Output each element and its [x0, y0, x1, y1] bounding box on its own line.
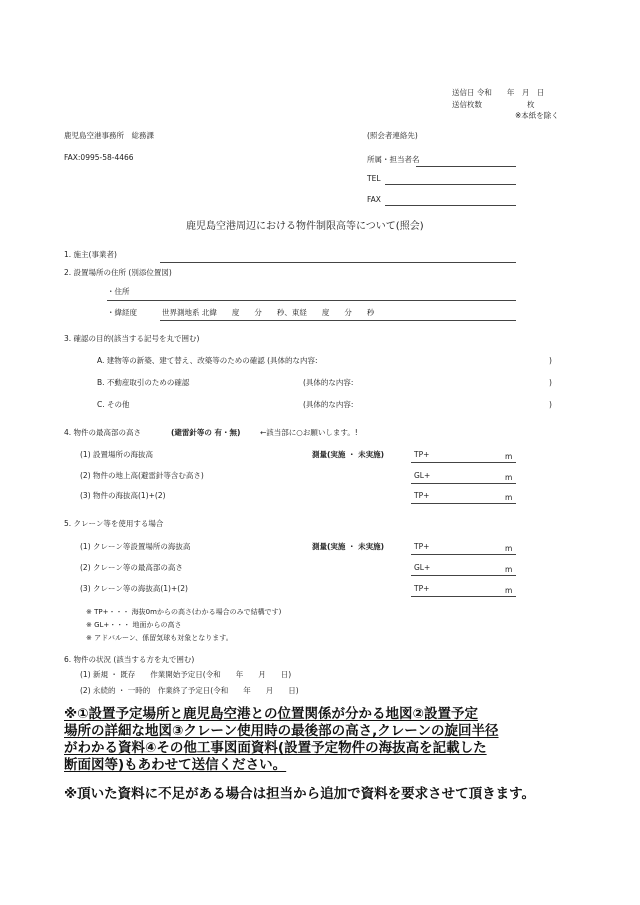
- section-6-label: 6. 物件の状況 (該当する方を丸で囲む): [64, 655, 195, 664]
- section-4-label: 4. 物件の最高部の高さ: [64, 428, 142, 437]
- s5-row-3-line: [411, 596, 516, 597]
- s4-row-3-unit: m: [505, 493, 513, 502]
- tel-line: [385, 184, 516, 185]
- s5-row-2-prefix: GL+: [414, 563, 431, 572]
- affiliation-line: [416, 166, 516, 167]
- section-1-label: 1. 施主(事業者): [64, 250, 117, 259]
- s5-row-1-line: [411, 554, 516, 555]
- section-5-label: 5. クレーン等を使用する場合: [64, 519, 164, 528]
- latlon-line: [160, 320, 516, 321]
- recipient-office: 鹿児島空港事務所 総務課: [64, 131, 154, 140]
- notice-line-1: ※①設置予定場所と鹿児島空港との位置関係が分かる地図②設置予定: [64, 706, 478, 722]
- purpose-a-close: ): [549, 356, 552, 365]
- s4-row-2-unit: m: [505, 473, 513, 482]
- s4-row-1-survey: 測量(実施 ・ 未実施): [312, 450, 385, 459]
- s4-row-2-prefix: GL+: [414, 471, 431, 480]
- s4-row-2-line: [411, 483, 516, 484]
- s4-row-3-line: [411, 503, 516, 504]
- notice-footer: ※頂いた資料に不足がある場合は担当から追加で資料を要求させて頂きます。: [64, 786, 536, 802]
- page-title: 鹿児島空港周辺における物件制限高等について(照会): [186, 221, 424, 232]
- section-4-note: ←該当部に○お願いします。!: [260, 428, 358, 437]
- s6-row-1: (1) 新規 ・ 既存 作業開始予定日(令和 年 月 日): [80, 670, 292, 679]
- send-date-label: 送信日 令和 年 月 日: [452, 88, 545, 97]
- section-1-line: [160, 262, 516, 263]
- s5-row-1-unit: m: [505, 544, 513, 553]
- purpose-c-detail: (具体的な内容:: [303, 400, 354, 409]
- notice-line-4: 断面図等)もあわせて送信ください。: [64, 757, 287, 773]
- s4-row-1-text: (1) 設置場所の海抜高: [80, 450, 154, 459]
- s5-row-1-prefix: TP+: [414, 542, 430, 551]
- s4-row-2-text: (2) 物件の地上高(避雷針等含む高さ): [80, 471, 204, 480]
- s4-row-3-prefix: TP+: [414, 491, 430, 500]
- pages-label: 送信枚数 枚: [452, 100, 535, 109]
- address-line: [107, 300, 516, 301]
- s5-row-2-line: [411, 575, 516, 576]
- purpose-a: A. 建物等の新築、建て替え、改築等のための確認 (具体的な内容:: [97, 356, 318, 365]
- s4-row-3-text: (3) 物件の海抜高(1)+(2): [80, 491, 166, 500]
- sender-tel-label: TEL: [367, 174, 381, 183]
- s6-row-2: (2) 永続的 ・ 一時的 作業終了予定日(令和 年 月 日): [80, 686, 299, 695]
- notice-line-3: がわかる資料④その他工事図面資料(設置予定物件の海抜高を記載した: [64, 740, 487, 756]
- purpose-c-label: C. その他: [97, 400, 130, 409]
- s5-row-3-prefix: TP+: [414, 584, 430, 593]
- purpose-b-detail: (具体的な内容:: [303, 378, 354, 387]
- purpose-c-close: ): [549, 400, 552, 409]
- s5-note-2: ※ GL+・・・ 地面からの高さ: [86, 621, 182, 629]
- s5-row-1-survey: 測量(実施 ・ 未実施): [312, 542, 385, 551]
- s4-row-1-prefix: TP+: [414, 450, 430, 459]
- s4-row-1-unit: m: [505, 452, 513, 461]
- section-2-label: 2. 設置場所の住所 (別添位置図): [64, 268, 172, 277]
- s5-row-3-text: (3) クレーン等の海抜高(1)+(2): [80, 584, 188, 593]
- purpose-b-label: B. 不動産取引のための確認: [97, 378, 190, 387]
- sender-fax-label: FAX: [367, 195, 381, 204]
- fax-line: [385, 205, 516, 206]
- purpose-b-close: ): [549, 378, 552, 387]
- s5-note-3: ※ アドバルーン、係留気球も対象となります。: [86, 634, 233, 642]
- s5-row-2-text: (2) クレーン等の最高部の高さ: [80, 563, 183, 572]
- notice-line-2: 場所の詳細な地図③クレーン使用時の最後部の高さ,クレーンの旋回半径: [64, 723, 499, 739]
- s4-row-1-line: [411, 462, 516, 463]
- s5-row-1-text: (1) クレーン等設置場所の海抜高: [80, 542, 191, 551]
- latlon-label: ・緯経度: [107, 308, 137, 317]
- section-4-lightning: (避雷針等の 有・無): [171, 428, 241, 437]
- latlon-text: 世界測地系 北緯 度 分 秒、東経 度 分 秒: [162, 308, 375, 317]
- pages-note: ※本紙を除く: [515, 111, 559, 120]
- sender-affiliation-label: 所属・担当者名: [367, 155, 420, 164]
- sender-heading: (照会者連絡先): [367, 131, 418, 140]
- s5-row-3-unit: m: [505, 586, 513, 595]
- recipient-fax: FAX:0995-58-4466: [64, 153, 134, 162]
- s5-row-2-unit: m: [505, 565, 513, 574]
- section-3-label: 3. 確認の目的(該当する記号を丸で囲む): [64, 334, 200, 343]
- address-label: ・住所: [107, 287, 130, 296]
- s5-note-1: ※ TP+・・・ 海抜0mからの高さ(わかる場合のみで結構です): [86, 608, 282, 616]
